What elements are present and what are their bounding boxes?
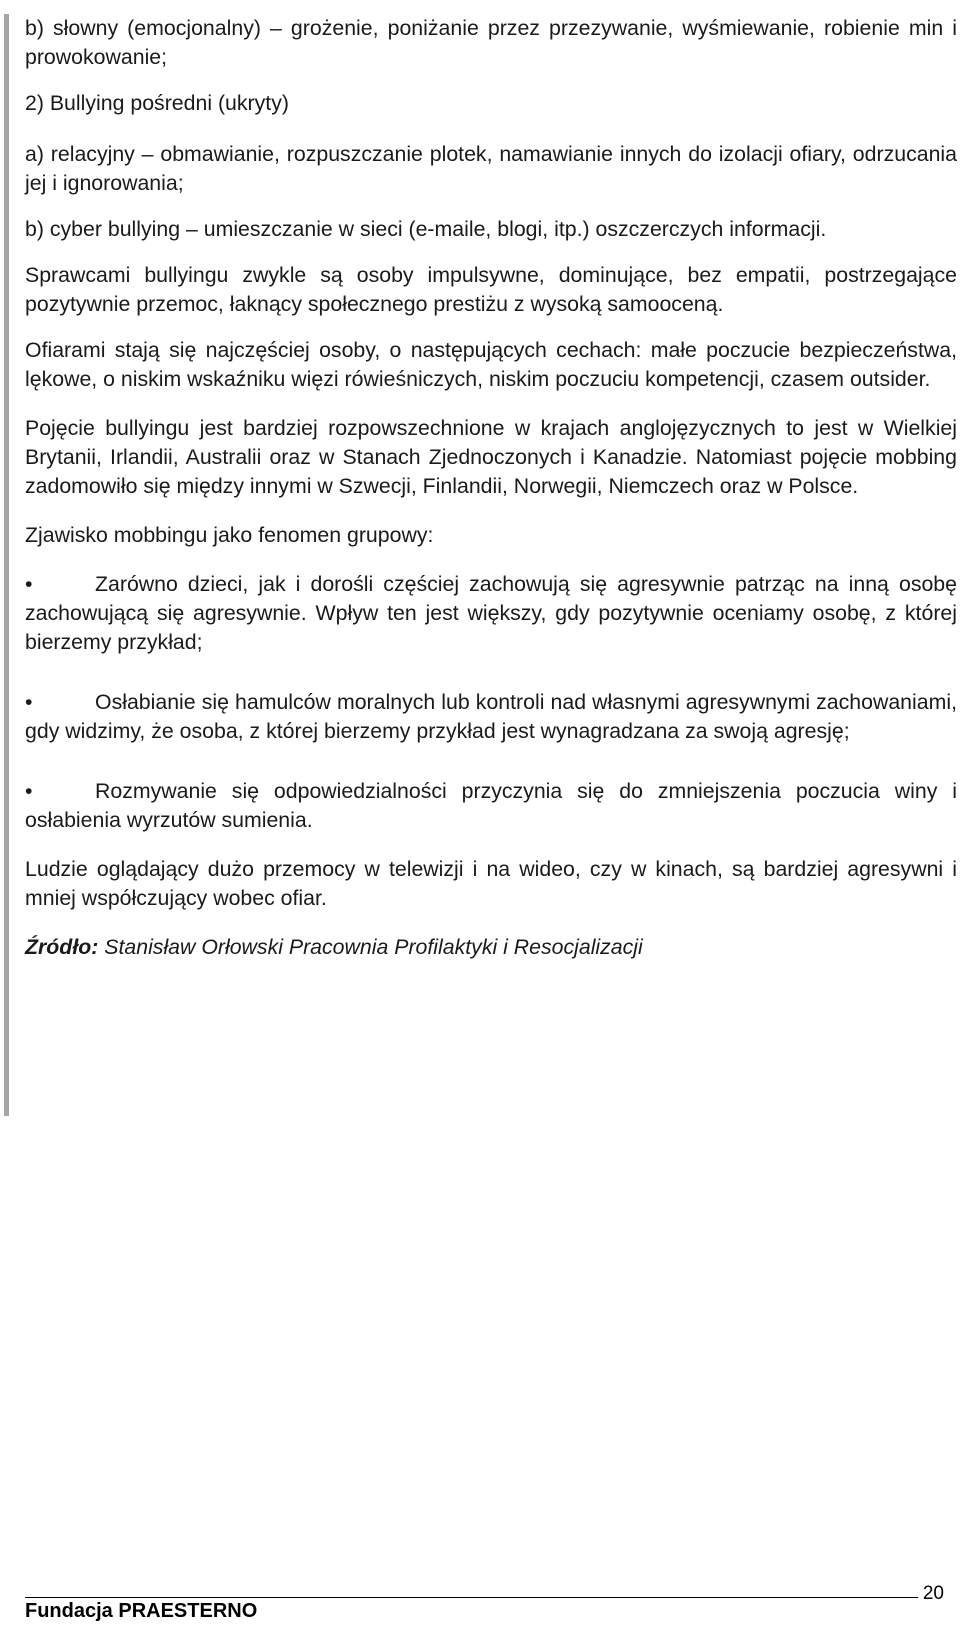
paragraph-term-usage: Pojęcie bullyingu jest bardziej rozpowszechnione w krajach anglojęzycznych to jest w Wielkiej Brytanii, Irlandii, Australii oraz w Stanach Zjednoczonych i Kanadzie. Natomiast pojęcie mobbing zadomowiło się między innymi w Szwecji, Finlandii, Norwegii, Niemczech oraz w Polsce. <box>25 416 957 498</box>
bullet-icon: • <box>25 779 33 803</box>
source-text: Stanisław Orłowski Pracownia Profilaktyki i Resocjalizacji <box>98 935 643 959</box>
source-citation <box>25 933 957 962</box>
list-item <box>25 688 957 746</box>
paragraph-indirect-bullying-heading: 2) Bullying pośredni (ukryty) <box>25 91 289 115</box>
list-item-text: Rozmywanie się odpowiedzialności przyczynia się do zmniejszenia poczucia winy i osłabienia wyrzutów sumienia. <box>25 779 957 832</box>
list-item-text: Osłabianie się hamulców moralnych lub kontroli nad własnymi agresywnymi zachowaniami, gdy widzimy, że osoba, z której bierzemy przykład jest wynagradzana za swoją agresję; <box>25 690 957 743</box>
document-body <box>25 14 957 962</box>
paragraph-victims: Ofiarami stają się najczęściej osoby, o następujących cechach: małe poczucie bezpieczeństwa, lękowe, o niskim wskaźniku więzi rówieśniczych, niskim poczuciu kompetencji, czasem outsider. <box>25 338 957 391</box>
list-item-text: Zarówno dzieci, jak i dorośli częściej zachowują się agresywnie patrząc na inną osobę zachowującą się agresywnie. Wpływ ten jest większy, gdy pozytywnie oceniamy osobę, z której bierzemy przykład; <box>25 572 957 654</box>
paragraph-group-phenomenon: Zjawisko mobbingu jako fenomen grupowy: <box>25 523 434 547</box>
paragraph-perpetrators: Sprawcami bullyingu zwykle są osoby impulsywne, dominujące, bez empatii, postrzegające pozytywnie przemoc, łaknący społecznego prestiżu z wysoką samooceną. <box>25 263 957 316</box>
footer-organization: Fundacja PRAESTERNO <box>25 1600 258 1622</box>
source-label: Źródło: <box>25 935 99 959</box>
paragraph-media-violence: Ludzie oglądający dużo przemocy w telewizji i na wideo, czy w kinach, są bardziej agresywni i mniej współczujący wobec ofiar. <box>25 857 957 910</box>
left-margin-bar <box>4 14 9 1116</box>
bullet-icon: • <box>25 572 33 596</box>
footer-divider <box>25 1597 918 1598</box>
list-item <box>25 777 957 835</box>
paragraph-verbal-bullying: b) słowny (emocjonalny) – grożenie, poniżanie przez przezywanie, wyśmiewanie, robienie min i prowokowanie; <box>25 16 957 69</box>
list-item <box>25 570 957 657</box>
paragraph-cyber-bullying: b) cyber bullying – umieszczanie w sieci (e-maile, blogi, itp.) oszczerczych informacji. <box>25 217 827 241</box>
paragraph-relational-bullying: a) relacyjny – obmawianie, rozpuszczanie plotek, namawianie innych do izolacji ofiary, odrzucania jej i ignorowania; <box>25 142 957 195</box>
bullet-icon: • <box>25 690 33 714</box>
page-number: 20 <box>922 1583 944 1604</box>
